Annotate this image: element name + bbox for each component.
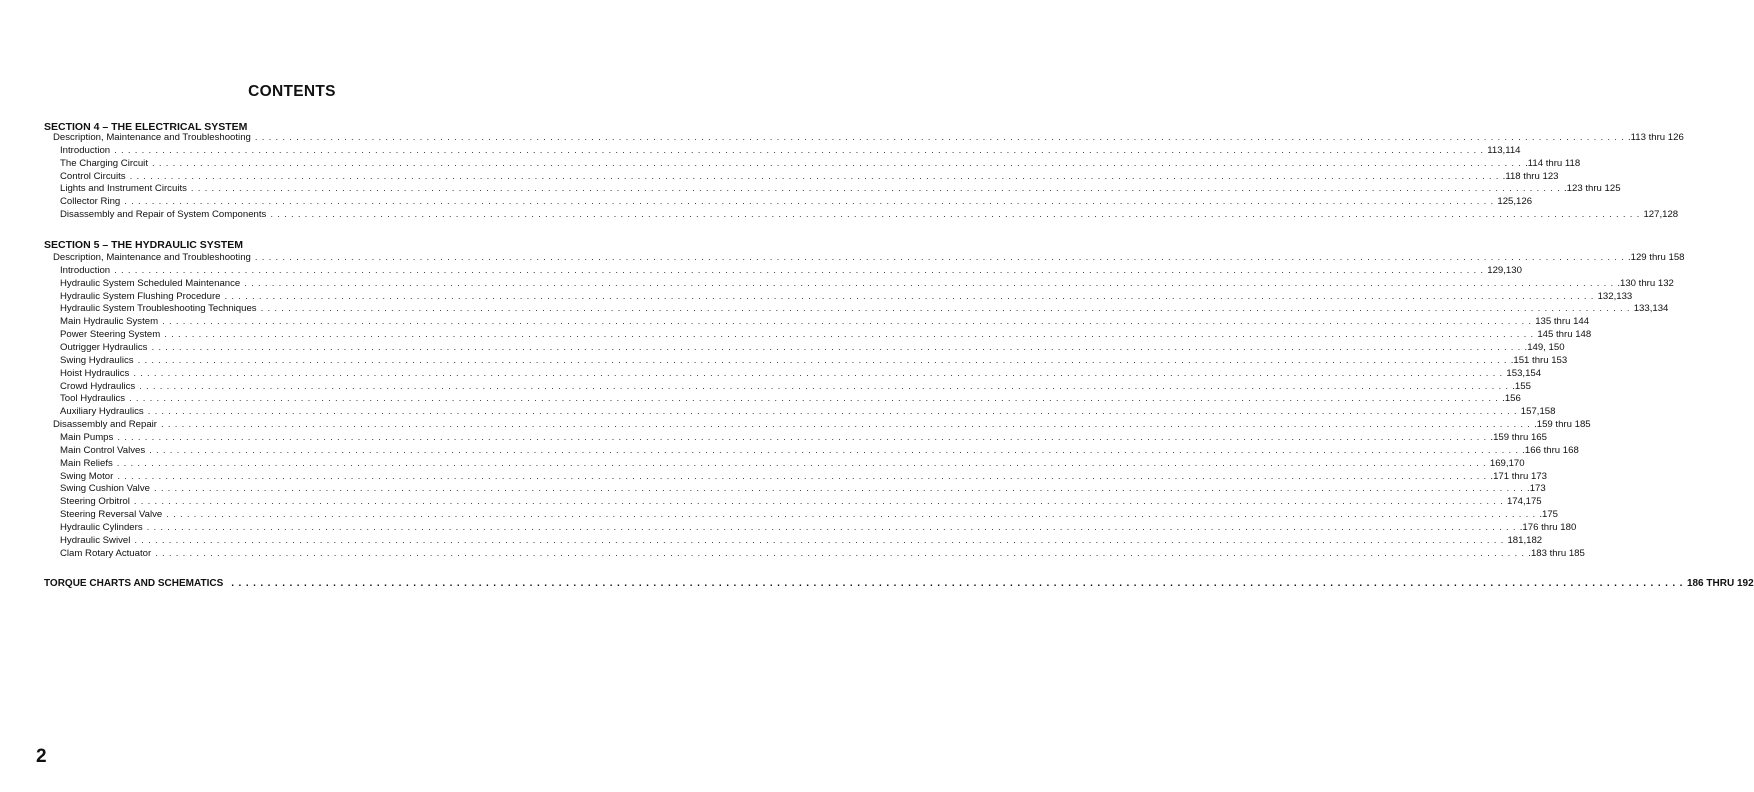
- dot-leader: ........................................................................................................................................................................................................: [254, 132, 1628, 143]
- toc-entry-label: Main Control Valves: [60, 444, 146, 456]
- toc-entry-pages: 125,126: [1497, 196, 1533, 208]
- toc-entry-label: Description, Maintenance and Troubleshooting: [53, 252, 251, 263]
- toc-entry-label: Hydraulic Swivel: [60, 534, 131, 546]
- toc-entry-label: Description, Maintenance and Troubleshooting: [53, 132, 251, 143]
- toc-entry-pages: 127,128: [1643, 209, 1679, 221]
- dot-leader: ........................................................................................................................................................................................................: [151, 342, 1525, 354]
- toc-entry-pages: .123 thru 125: [1564, 183, 1621, 195]
- toc-entry[interactable]: [0, 132, 1684, 145]
- dot-leader: ........................................................................................................................................................................................................: [117, 470, 1491, 482]
- section-5-entries: [0, 252, 1685, 561]
- toc-entry[interactable]: [0, 393, 1521, 406]
- page-number: 2: [36, 746, 47, 767]
- toc-entry-label: Lights and Instrument Circuits: [60, 183, 187, 195]
- toc-entry[interactable]: [0, 457, 1525, 471]
- dot-leader: ........................................................................................................................................................................................................: [155, 547, 1529, 559]
- toc-entry[interactable]: [0, 329, 1592, 342]
- toc-entry[interactable]: [0, 522, 1577, 535]
- toc-entry-pages: 174,175: [1506, 496, 1542, 508]
- toc-entry[interactable]: [0, 316, 1590, 329]
- dot-leader: ........................................................................................................................................................................................................: [153, 483, 1528, 495]
- dot-leader: ........................................................................................................................................................................................................: [129, 393, 1503, 405]
- toc-entry-pages: .151 thru 153: [1510, 354, 1568, 366]
- toc-entry[interactable]: [0, 496, 1542, 509]
- dot-leader: ........................................................................................................................................................................................................: [164, 329, 1538, 341]
- toc-entry-label: Swing Hydraulics: [60, 354, 134, 366]
- toc-entry[interactable]: [0, 342, 1565, 355]
- toc-entry-pages: .183 thru 185: [1528, 547, 1585, 559]
- toc-entry[interactable]: [0, 380, 1531, 394]
- toc-entry-pages: 169,170: [1489, 457, 1525, 469]
- toc-entry[interactable]: [0, 534, 1543, 548]
- section-5-heading: SECTION 5 – THE HYDRAULIC SYSTEM: [44, 239, 243, 251]
- toc-entry-pages: 135 thru 144: [1535, 316, 1590, 328]
- dot-leader: ........................................................................................................................................................................................................: [146, 522, 1520, 534]
- dot-leader: ........................................................................................................................................................................................................: [147, 406, 1521, 418]
- toc-entry-pages: .156: [1502, 393, 1521, 405]
- toc-entry-pages: .159 thru 165: [1490, 432, 1547, 444]
- toc-entry-label: Hydraulic Cylinders: [60, 522, 143, 534]
- toc-entry[interactable]: [0, 264, 1522, 278]
- dot-leader: ........................................................................................................................................................................................................: [166, 509, 1540, 521]
- toc-entry-pages: 132,133: [1597, 290, 1633, 302]
- dot-leader: ........................................................................................................................................................................................................: [114, 144, 1488, 156]
- toc-entry-pages: 145 thru 148: [1537, 329, 1592, 341]
- toc-entry-label: Steering Reversal Valve: [60, 509, 163, 521]
- toc-entry-pages: 186 THRU 192: [1686, 578, 1754, 589]
- toc-entry[interactable]: [0, 406, 1556, 419]
- toc-entry-label: Main Pumps: [60, 432, 114, 444]
- dot-leader: ........................................................................................................................................................................................................: [117, 432, 1491, 444]
- toc-entry-pages: .171 thru 173: [1490, 470, 1547, 482]
- toc-entry-label: Collector Ring: [60, 196, 121, 208]
- dot-leader: ........................................................................................................................................................................................................: [124, 196, 1498, 208]
- toc-entry-label: Hydraulic System Flushing Procedure: [60, 290, 221, 302]
- toc-entry-pages: .166 thru 168: [1522, 444, 1579, 456]
- toc-entry-pages: .118 thru 123: [1502, 170, 1559, 182]
- toc-entry-label: Hydraulic System Scheduled Maintenance: [60, 277, 241, 289]
- toc-entry[interactable]: [0, 209, 1679, 222]
- toc-entry-label: Introduction: [60, 264, 111, 276]
- toc-entry[interactable]: [0, 444, 1579, 458]
- dot-leader: ........................................................................................................................................................................................................: [116, 457, 1490, 469]
- toc-entry-pages: .113 thru 126: [1627, 132, 1684, 143]
- toc-entry-label: Tool Hydraulics: [60, 393, 126, 405]
- section-4-heading: SECTION 4 – THE ELECTRICAL SYSTEM: [44, 121, 248, 133]
- dot-leader: ........................................................................................................................................................................................................: [139, 380, 1513, 392]
- toc-entry-pages: 153,154: [1506, 367, 1542, 379]
- toc-entry-label: Swing Cushion Valve: [60, 483, 150, 495]
- toc-entry-label: TORQUE CHARTS AND SCHEMATICS: [44, 578, 224, 589]
- toc-entry-pages: .159 thru 185: [1534, 419, 1591, 431]
- toc-entry-label: The Charging Circuit: [60, 157, 148, 169]
- toc-entry[interactable]: [0, 196, 1533, 209]
- toc-entry-label: Main Hydraulic System: [60, 316, 159, 328]
- toc-entry-label: Control Circuits: [60, 170, 126, 182]
- toc-entry-label: Disassembly and Repair of System Components: [60, 209, 267, 221]
- toc-entry-label: Introduction: [60, 144, 111, 156]
- toc-entry-pages: .176 thru 180: [1519, 522, 1577, 534]
- dot-leader: ........................................................................................................................................................................................................: [151, 157, 1526, 169]
- toc-entry-pages: .155: [1512, 380, 1531, 392]
- toc-entry-pages: .149, 150: [1524, 342, 1565, 354]
- dot-leader: ........................................................................................................................................................................................................: [137, 354, 1511, 366]
- toc-entry-pages: 133,134: [1633, 303, 1669, 315]
- toc-entry-pages: .130 thru 132: [1617, 277, 1674, 289]
- toc-entry[interactable]: [0, 252, 1685, 265]
- toc-entry[interactable]: [0, 419, 1591, 432]
- toc-entry-pages: .175: [1539, 509, 1558, 521]
- dot-leader: ........................................................................................................................................................................................................: [224, 290, 1598, 302]
- toc-entry-label: Clam Rotary Actuator: [60, 547, 152, 559]
- toc-entry[interactable]: [0, 432, 1547, 445]
- toc-entry[interactable]: [0, 509, 1558, 522]
- dot-leader: ........................................................................................................................................................................................................: [254, 252, 1628, 263]
- dot-leader: ........................................................................................................................................................................................................: [270, 209, 1644, 221]
- toc-entry-torque-charts[interactable]: [44, 577, 1754, 590]
- toc-entry[interactable]: [0, 367, 1542, 381]
- toc-entry[interactable]: [0, 144, 1521, 158]
- page-title: CONTENTS: [248, 83, 336, 100]
- section-4-entries: [0, 132, 1684, 222]
- toc-entry-label: Outrigger Hydraulics: [60, 342, 148, 354]
- toc-entry-pages: 157,158: [1520, 406, 1556, 418]
- dot-leader: ........................................................................................................................................................................................................: [244, 277, 1618, 289]
- dot-leader: ........................................................................................................................................................................................................: [160, 419, 1535, 431]
- toc-entry[interactable]: [0, 290, 1633, 304]
- toc-entry-pages: .173: [1527, 483, 1546, 495]
- toc-entry-label: Power Steering System: [60, 329, 161, 341]
- toc-entry-label: Disassembly and Repair: [53, 419, 157, 431]
- toc-entry-pages: 113,114: [1487, 144, 1521, 156]
- toc-entry-label: Swing Motor: [60, 470, 114, 482]
- toc-entry[interactable]: [0, 183, 1621, 196]
- dot-leader: ........................................................................................................................................................................................................: [162, 316, 1536, 328]
- toc-entry[interactable]: [0, 303, 1669, 316]
- dot-leader: ........................................................................................................................................................................................................: [231, 578, 1687, 589]
- dot-leader: ........................................................................................................................................................................................................: [260, 303, 1634, 315]
- toc-entry[interactable]: [0, 157, 1581, 171]
- toc-entry-pages: 181,182: [1507, 534, 1543, 546]
- toc-entry[interactable]: [0, 277, 1674, 291]
- dot-leader: ........................................................................................................................................................................................................: [190, 183, 1565, 195]
- toc-entry-pages: .114 thru 118: [1525, 157, 1581, 169]
- toc-entry[interactable]: [0, 470, 1547, 484]
- toc-entry-pages: 129,130: [1487, 264, 1522, 276]
- toc-entry[interactable]: [0, 170, 1559, 184]
- toc-entry-pages: .129 thru 158: [1627, 252, 1685, 263]
- dot-leader: ........................................................................................................................................................................................................: [134, 534, 1508, 546]
- toc-entry[interactable]: [0, 483, 1546, 496]
- toc-entry-label: Auxiliary Hydraulics: [60, 406, 144, 418]
- toc-entry[interactable]: [0, 354, 1568, 368]
- dot-leader: ........................................................................................................................................................................................................: [149, 444, 1523, 456]
- toc-entry-label: Hydraulic System Troubleshooting Techniques: [60, 303, 257, 315]
- toc-entry-label: Main Reliefs: [60, 457, 113, 469]
- toc-entry-label: Crowd Hydraulics: [60, 380, 136, 392]
- toc-entry-label: Steering Orbitrol: [60, 496, 130, 508]
- toc-entry[interactable]: [0, 547, 1585, 561]
- dot-leader: ........................................................................................................................................................................................................: [129, 170, 1503, 182]
- toc-entry-label: Hoist Hydraulics: [60, 367, 130, 379]
- dot-leader: ........................................................................................................................................................................................................: [133, 496, 1507, 508]
- dot-leader: ........................................................................................................................................................................................................: [114, 264, 1488, 276]
- dot-leader: ........................................................................................................................................................................................................: [133, 367, 1507, 379]
